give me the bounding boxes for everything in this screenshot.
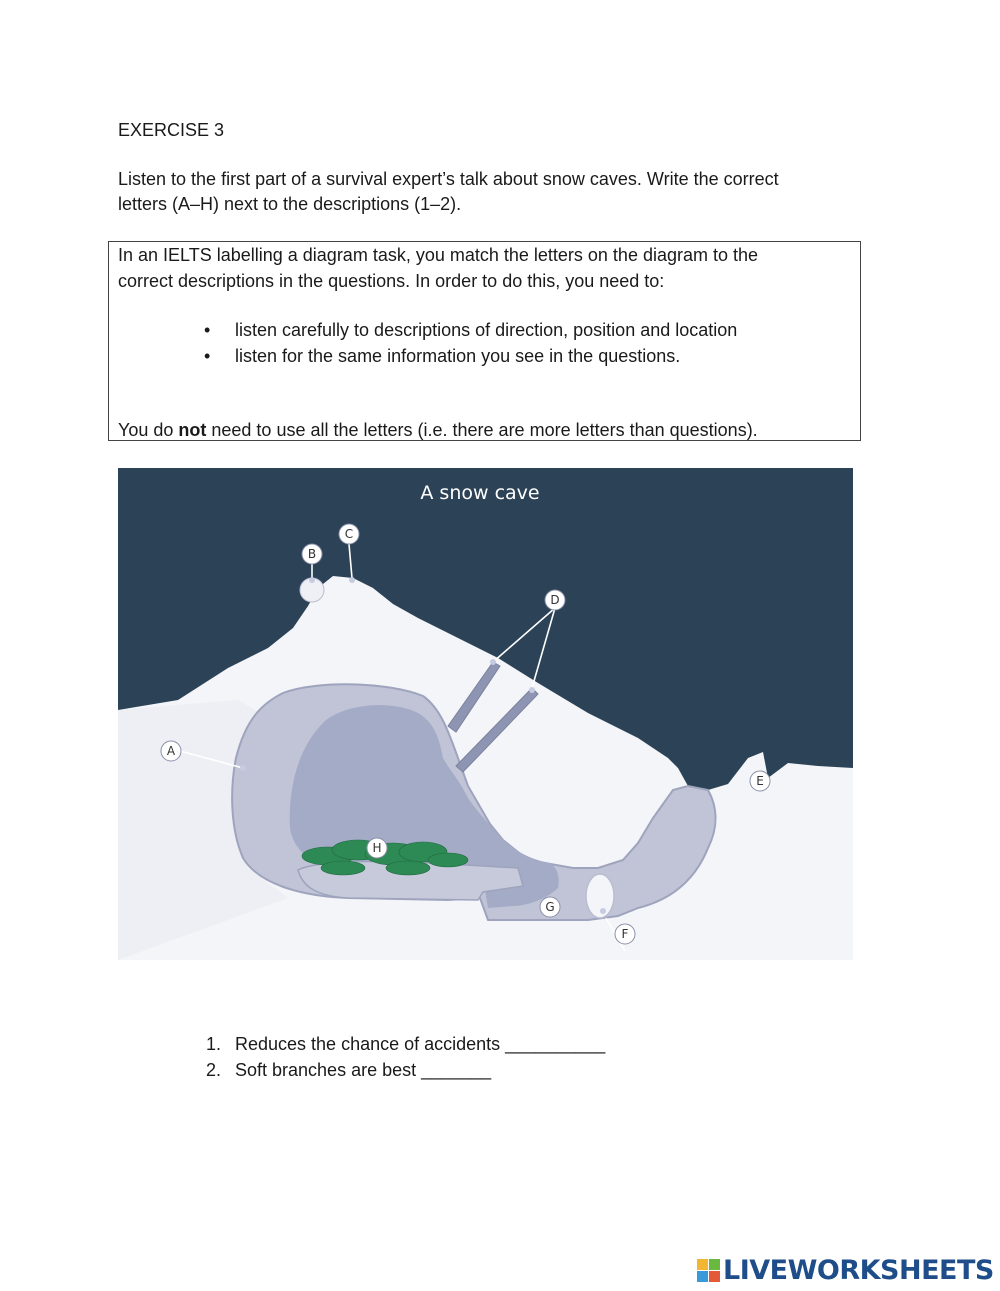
tip-intro-line-1: In an IELTS labelling a diagram task, you match the letters on the diagram to the: [118, 245, 759, 265]
svg-text:B: B: [307, 547, 317, 561]
logo-block: [709, 1259, 720, 1270]
tip-note-suffix: need to use all the letters (i.e. there are more letters than questions).: [206, 420, 758, 440]
svg-text:C: C: [344, 527, 354, 541]
tip-intro-line-2: correct descriptions in the questions. In order to do this, you need to:: [118, 271, 665, 291]
snow-cave-illustration: [118, 468, 853, 960]
label-h: [367, 838, 387, 858]
question-number: 1.: [206, 1034, 222, 1054]
question-text: Soft branches are best _______: [235, 1060, 492, 1080]
label-e: [750, 771, 770, 791]
question-number: 2.: [206, 1060, 222, 1080]
svg-text:G: G: [545, 900, 555, 914]
svg-text:A: A: [166, 744, 176, 758]
label-c: [339, 524, 359, 544]
tip-bullet: • listen for the same information you see in the questions.: [204, 343, 737, 369]
instructions-line-1: Listen to the first part of a survival expert’s talk about snow caves. Write the correct: [118, 169, 779, 189]
label-a: [161, 741, 181, 761]
tip-box: [108, 241, 861, 441]
logo-block: [709, 1271, 720, 1282]
label-d: [545, 590, 565, 610]
liveworksheets-logo: [697, 1253, 994, 1287]
tip-note-prefix: You do: [118, 420, 179, 440]
svg-text:H: H: [372, 841, 382, 855]
tip-bullet-list: [204, 317, 737, 369]
exercise-heading: EXERCISE 3: [118, 120, 225, 140]
label-f: [615, 924, 635, 944]
svg-text:D: D: [550, 593, 560, 607]
svg-text:E: E: [756, 774, 764, 788]
diagram-title: A snow cave: [420, 482, 540, 504]
label-b: [302, 544, 322, 564]
logo-wordmark: LIVEWORKSHEETS: [723, 1254, 994, 1286]
question-list: [206, 1031, 605, 1083]
tip-note-bold: not: [178, 420, 207, 440]
instructions-line-2: letters (A–H) next to the descriptions (1–2).: [118, 194, 462, 214]
instructions: [118, 167, 858, 217]
logo-blocks-icon: [697, 1259, 720, 1282]
logo-block: [697, 1271, 708, 1282]
question-item: [206, 1031, 605, 1057]
tip-bullet: • listen carefully to descriptions of direction, position and location: [204, 317, 737, 343]
question-text: Reduces the chance of accidents __________: [235, 1034, 606, 1054]
logo-block: [697, 1259, 708, 1270]
question-item: [206, 1057, 605, 1083]
snow-cave-diagram: [118, 468, 853, 960]
label-g: [540, 897, 560, 917]
tip-note: [118, 417, 758, 443]
snow-block: [586, 874, 614, 918]
tip-intro: [118, 242, 853, 294]
svg-text:F: F: [621, 927, 629, 941]
